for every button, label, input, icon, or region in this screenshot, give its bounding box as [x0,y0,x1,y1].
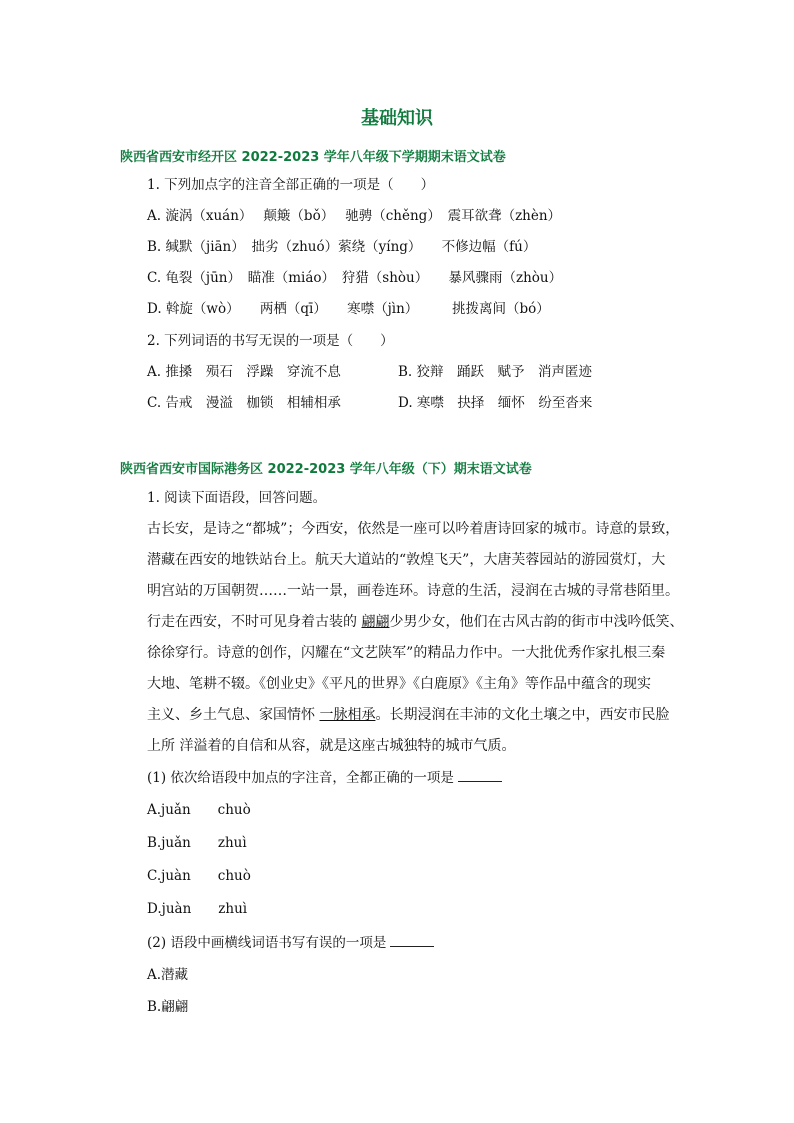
passage-line-1: 古长安，是诗之“都城”；今西安，依然是一座可以吟着唐诗回家的城市。诗意的景致， [147,521,680,537]
underlined-word-yimaixiangcheng: 一脉相承 [319,707,376,723]
page-title: 基础知识 [361,108,433,129]
sub-question-1-option-d: D.juàn zhuì [147,901,248,917]
passage-line-5: 徐徐穿行。诗意的创作，闪耀在“文艺陕军”的精品力作中。一大批优秀作家扎根三秦 [147,645,666,661]
sub-question-1-option-b: B.juǎn zhuì [147,835,247,851]
question-2-option-d: D. 寒噤 抉择 缅怀 纷至沓来 [398,395,593,411]
passage-line-7-start: 主义、乡土气息、家国情怀 [147,707,320,723]
sub-question-1-option-a: A.juǎn chuò [147,802,251,818]
section-heading-1: 陕西省西安市经开区 2022-2023 学年八年级下学期期末语文试卷 [120,150,506,165]
question-1-option-a: A. 漩涡（xuán） 颠簸（bǒ） 驰骋（chěng） 震耳欲聋（zhèn） [147,208,562,224]
sub-question-1-text: (1) 依次给语段中加点的字注音，全都正确的一项是 [147,770,454,786]
passage-line-3: 明宫站的万国朝贺……一站一景，画卷连环。诗意的生活，浸润在古城的寻常巷陌里。 [147,583,679,599]
sub-question-2-option-b: B.翩翩 [147,999,189,1015]
passage-line-2: 潜藏在西安的地铁站台上。航天大道站的“敦煌飞天”，大唐芙蓉园站的游园赏灯，大 [147,552,666,568]
question-2-option-c: C. 告戒 漫溢 枷锁 相辅相承 [147,395,341,411]
passage-line-4-end: 少男少女，他们在古风古韵的街市中浅吟低笑、 [389,614,684,630]
question-1-stem: 1. 下列加点字的注音全部正确的一项是（ ） [147,177,435,193]
question-2-option-a: A. 推搡 殒石 浮躁 穿流不息 [147,364,341,380]
section-heading-2: 陕西省西安市国际港务区 2022-2023 学年八年级（下）期末语文试卷 [120,462,532,477]
passage-line-4 [147,612,684,632]
passage-line-8: 上所 洋溢着的自信和从容，就是这座古城独特的城市气质。 [147,738,516,754]
sub-question-1-stem [147,767,502,788]
question-1-stem-section-2: 1. 阅读下面语段，回答问题。 [147,490,327,506]
sub-question-2-stem [147,932,434,953]
underlined-word-pianpian: 翩翩 [361,614,390,630]
passage-line-7-end: 。长期浸润在丰沛的文化土壤之中，西安市民脸 [375,707,670,723]
question-2-option-b: B. 狡辩 踊跃 赋予 消声匿迹 [398,364,593,380]
sub-question-2-text: (2) 语段中画横线词语书写有误的一项是 [147,935,387,951]
sub-question-1-option-c: C.juàn chuò [147,868,251,884]
answer-blank-1[interactable] [458,767,502,782]
question-1-option-d: D. 斡旋（wò） 两栖（qī） 寒噤（jìn） 挑拨离间（bó） [147,301,550,317]
question-2-stem: 2. 下列词语的书写无误的一项是（ ） [147,333,394,349]
sub-question-2-option-a: A.潜藏 [147,967,189,983]
question-1-option-c: C. 龟裂（jūn） 瞄准（miáo） 狩猎（shòu） 暴风骤雨（zhòu） [147,270,563,286]
question-1-option-b: B. 缄默（jiān） 拙劣（zhuó）萦绕（yíng） 不修边幅（fú） [147,239,537,255]
answer-blank-2[interactable] [390,932,434,947]
passage-line-6: 大地、笔耕不辍。《创业史》《平凡的世界》《白鹿原》《主角》等作品中蕴含的现实 [147,676,651,692]
passage-line-4-start: 行走在西安，不时可见身着古装的 [147,614,362,630]
passage-line-7 [147,705,670,725]
